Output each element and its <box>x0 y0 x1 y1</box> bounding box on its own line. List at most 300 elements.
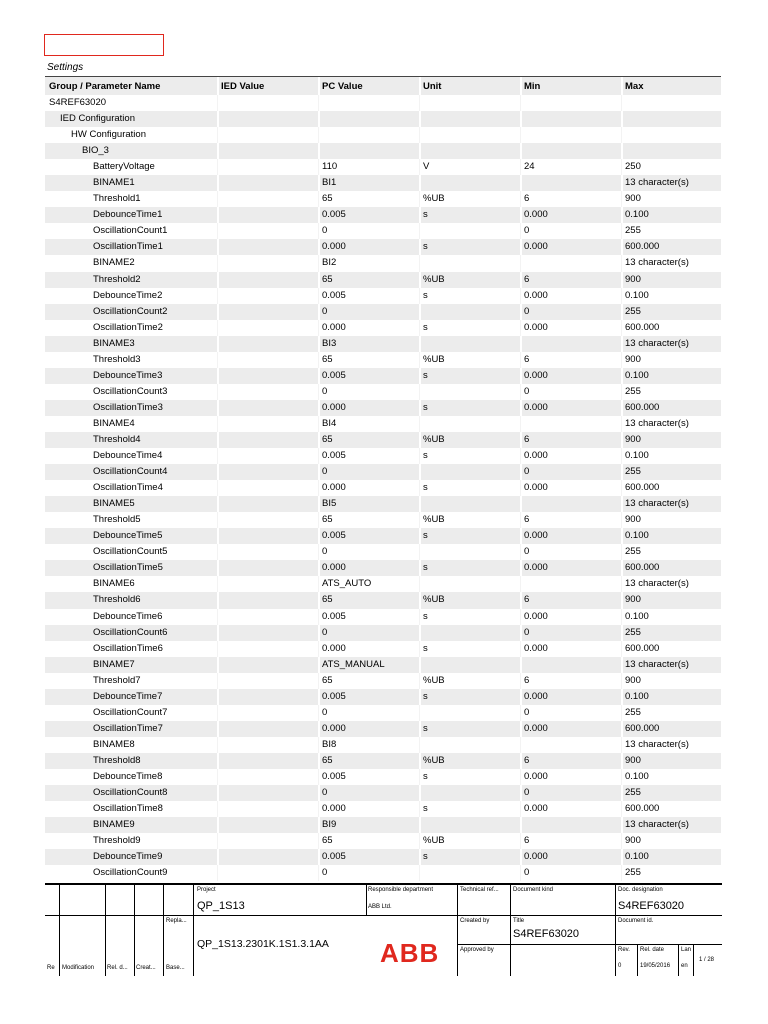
max-value: 13 character(s) <box>625 498 689 510</box>
pc-value: 65 <box>322 433 333 445</box>
col-header-pc: PC Value <box>322 81 363 92</box>
col-header-ied: IED Value <box>221 81 265 92</box>
param-name: Threshold8 <box>93 754 141 766</box>
max-value: 255 <box>625 466 641 478</box>
ied-value <box>221 416 317 432</box>
ied-value <box>221 801 317 817</box>
min-value: 6 <box>524 835 530 847</box>
pc-value <box>322 127 418 143</box>
bottom-label-modification: Modification <box>62 965 95 971</box>
min-value: 0 <box>524 787 530 799</box>
pc-value: 0 <box>322 225 328 237</box>
table-row <box>45 560 721 576</box>
min-value <box>524 576 620 592</box>
doc-kind-label: Document kind <box>513 887 554 893</box>
min-value <box>524 657 620 673</box>
min-value: 0.000 <box>524 241 548 253</box>
max-value: 600.000 <box>625 642 660 654</box>
table-row <box>45 576 721 592</box>
lang-label: Lan <box>681 947 692 953</box>
settings-table <box>45 76 721 881</box>
table-row <box>45 223 721 239</box>
unit-value: s <box>423 289 428 301</box>
min-value: 0.000 <box>524 289 548 301</box>
unit-value <box>423 416 519 432</box>
table-row <box>45 288 721 304</box>
bottom-label-based: Base... <box>166 965 185 971</box>
table-row <box>45 368 721 384</box>
ied-value <box>221 384 317 400</box>
unit-value <box>423 496 519 512</box>
table-row <box>45 641 721 657</box>
unit-value <box>423 737 519 753</box>
unit-value: %UB <box>423 193 445 205</box>
unit-value: s <box>423 401 428 413</box>
ied-value <box>221 769 317 785</box>
pc-value: 0.000 <box>322 482 346 494</box>
unit-value: s <box>423 562 428 574</box>
pc-value: 0.000 <box>322 401 346 413</box>
table-row <box>45 352 721 368</box>
max-value: 600.000 <box>625 241 660 253</box>
param-name: BINAME1 <box>93 177 135 189</box>
pc-value: 110 <box>322 161 338 173</box>
resp-dept-label: Responsible department <box>368 887 434 893</box>
pc-value <box>322 111 418 127</box>
param-name: DebounceTime3 <box>93 369 163 381</box>
table-row <box>45 833 721 849</box>
unit-value: s <box>423 770 428 782</box>
pc-value: 0 <box>322 867 328 879</box>
table-row <box>45 127 721 143</box>
unit-value: %UB <box>423 674 445 686</box>
unit-value: s <box>423 642 428 654</box>
table-row <box>45 496 721 512</box>
max-value <box>625 127 721 143</box>
ied-value <box>221 592 317 608</box>
unit-value: %UB <box>423 273 445 285</box>
ied-value <box>221 320 317 336</box>
ied-value <box>221 143 317 159</box>
max-value: 900 <box>625 835 641 847</box>
min-value: 0.000 <box>524 851 548 863</box>
max-value: 13 character(s) <box>625 658 689 670</box>
param-name: Threshold3 <box>93 353 141 365</box>
min-value: 0 <box>524 546 530 558</box>
bottom-label-re: Re <box>47 965 55 971</box>
pc-value: 0.005 <box>322 770 346 782</box>
pc-value: 0 <box>322 787 328 799</box>
min-value: 0 <box>524 466 530 478</box>
min-value <box>524 817 620 833</box>
max-value: 13 character(s) <box>625 819 689 831</box>
max-value: 0.100 <box>625 209 649 221</box>
ied-value <box>221 849 317 865</box>
min-value: 0 <box>524 706 530 718</box>
replaces-value: QP_1S13.2301K.1S1.3.1AA <box>197 938 329 950</box>
max-value: 13 character(s) <box>625 177 689 189</box>
unit-value: s <box>423 209 428 221</box>
ied-value <box>221 400 317 416</box>
min-value <box>524 127 620 143</box>
param-name: Threshold5 <box>93 514 141 526</box>
param-name: OscillationTime6 <box>93 642 163 654</box>
max-value: 13 character(s) <box>625 257 689 269</box>
param-name: OscillationTime5 <box>93 562 163 574</box>
approved-by-label: Approved by <box>460 947 494 953</box>
max-value: 600.000 <box>625 722 660 734</box>
max-value: 600.000 <box>625 401 660 413</box>
unit-value <box>423 95 519 111</box>
min-value: 0.000 <box>524 321 548 333</box>
table-row <box>45 689 721 705</box>
max-value: 255 <box>625 867 641 879</box>
max-value: 0.100 <box>625 610 649 622</box>
ied-value <box>221 721 317 737</box>
min-value: 0.000 <box>524 610 548 622</box>
max-value: 0.100 <box>625 851 649 863</box>
pc-value <box>322 143 418 159</box>
param-name: OscillationCount5 <box>93 546 168 558</box>
param-name: OscillationCount9 <box>93 867 168 879</box>
table-row <box>45 625 721 641</box>
min-value: 0.000 <box>524 209 548 221</box>
min-value: 0.000 <box>524 562 548 574</box>
pc-value: 0.005 <box>322 450 346 462</box>
abb-logo: ABB <box>380 938 440 968</box>
param-name: OscillationCount7 <box>93 706 168 718</box>
ied-value <box>221 560 317 576</box>
doc-id-label: Document id. <box>618 918 654 924</box>
param-name: DebounceTime2 <box>93 289 163 301</box>
min-value: 0 <box>524 385 530 397</box>
ied-value <box>221 865 317 881</box>
doc-designation-label: Doc. designation <box>618 887 663 893</box>
param-name: OscillationCount4 <box>93 466 168 478</box>
min-value: 0.000 <box>524 530 548 542</box>
param-name: BatteryVoltage <box>93 161 155 173</box>
unit-value: s <box>423 482 428 494</box>
pc-value: BI1 <box>322 177 337 189</box>
min-value: 6 <box>524 754 530 766</box>
param-name: OscillationTime4 <box>93 482 163 494</box>
min-value: 6 <box>524 433 530 445</box>
ied-value <box>221 175 317 191</box>
ied-value <box>221 496 317 512</box>
param-name: Threshold9 <box>93 835 141 847</box>
max-value: 13 character(s) <box>625 738 689 750</box>
param-name: OscillationTime2 <box>93 321 163 333</box>
min-value <box>524 416 620 432</box>
ied-value <box>221 223 317 239</box>
ied-value <box>221 288 317 304</box>
table-header <box>45 77 721 95</box>
max-value: 250 <box>625 161 641 173</box>
max-value <box>625 95 721 111</box>
ied-value <box>221 512 317 528</box>
ied-value <box>221 368 317 384</box>
max-value: 900 <box>625 594 641 606</box>
rel-date-value: 19/05/2016 <box>640 963 671 969</box>
min-value <box>524 336 620 352</box>
unit-value: V <box>423 161 430 173</box>
ied-value <box>221 272 317 288</box>
col-header-unit: Unit <box>423 81 442 92</box>
table-row <box>45 705 721 721</box>
min-value: 0 <box>524 626 530 638</box>
max-value: 255 <box>625 626 641 638</box>
pc-value: 65 <box>322 273 333 285</box>
table-row <box>45 95 721 111</box>
table-row <box>45 255 721 271</box>
title-label: Title <box>513 918 525 924</box>
pc-value: 0.005 <box>322 530 346 542</box>
pc-value: 0.000 <box>322 321 346 333</box>
ied-value <box>221 753 317 769</box>
table-row <box>45 673 721 689</box>
col-header-max: Max <box>625 81 644 92</box>
pc-value: BI4 <box>322 417 337 429</box>
pc-value: 65 <box>322 835 333 847</box>
pc-value: BI9 <box>322 819 337 831</box>
ied-value <box>221 817 317 833</box>
pc-value <box>322 95 418 111</box>
table-row <box>45 657 721 673</box>
ied-value <box>221 737 317 753</box>
max-value: 600.000 <box>625 562 660 574</box>
min-value: 6 <box>524 193 530 205</box>
max-value: 0.100 <box>625 530 649 542</box>
ied-value <box>221 127 317 143</box>
unit-value <box>423 865 519 881</box>
ied-value <box>221 448 317 464</box>
pc-value: 0 <box>322 385 328 397</box>
table-row <box>45 320 721 336</box>
pc-value: BI5 <box>322 498 337 510</box>
param-name: Threshold1 <box>93 193 141 205</box>
unit-value <box>423 817 519 833</box>
max-value <box>625 111 721 127</box>
table-row <box>45 769 721 785</box>
unit-value <box>423 223 519 239</box>
max-value: 0.100 <box>625 770 649 782</box>
pc-value: BI8 <box>322 738 337 750</box>
max-value: 255 <box>625 706 641 718</box>
param-name: BINAME6 <box>93 578 135 590</box>
unit-value: s <box>423 851 428 863</box>
min-value: 6 <box>524 674 530 686</box>
param-name: HW Configuration <box>71 129 146 141</box>
max-value: 13 character(s) <box>625 578 689 590</box>
unit-value: %UB <box>423 353 445 365</box>
table-row <box>45 817 721 833</box>
table-row <box>45 400 721 416</box>
table-row <box>45 528 721 544</box>
ied-value <box>221 673 317 689</box>
table-row <box>45 272 721 288</box>
param-name: S4REF63020 <box>49 97 107 108</box>
max-value: 600.000 <box>625 321 660 333</box>
min-value: 0 <box>524 305 530 317</box>
ied-value <box>221 641 317 657</box>
param-name: BINAME2 <box>93 257 135 269</box>
pc-value: BI2 <box>322 257 337 269</box>
max-value: 900 <box>625 353 641 365</box>
ied-value <box>221 432 317 448</box>
title-block <box>45 883 722 976</box>
ied-value <box>221 191 317 207</box>
table-row <box>45 159 721 175</box>
unit-value <box>423 336 519 352</box>
min-value: 0.000 <box>524 482 548 494</box>
param-name: BIO_3 <box>82 145 109 157</box>
ied-value <box>221 480 317 496</box>
unit-value <box>423 657 519 673</box>
ied-value <box>221 304 317 320</box>
param-name: BINAME4 <box>93 417 135 429</box>
table-row <box>45 512 721 528</box>
table-row <box>45 191 721 207</box>
unit-value: %UB <box>423 433 445 445</box>
ied-value <box>221 833 317 849</box>
table-body <box>45 95 721 881</box>
param-name: DebounceTime8 <box>93 770 163 782</box>
pc-value: 0.005 <box>322 851 346 863</box>
max-value: 255 <box>625 385 641 397</box>
ied-value <box>221 625 317 641</box>
table-row <box>45 609 721 625</box>
min-value <box>524 111 620 127</box>
table-row <box>45 753 721 769</box>
min-value: 0.000 <box>524 803 548 815</box>
min-value: 24 <box>524 161 535 173</box>
param-name: OscillationCount3 <box>93 385 168 397</box>
table-row <box>45 175 721 191</box>
ied-value <box>221 689 317 705</box>
param-name: BINAME7 <box>93 658 135 670</box>
unit-value: %UB <box>423 754 445 766</box>
table-row <box>45 849 721 865</box>
param-name: OscillationCount8 <box>93 787 168 799</box>
ied-value <box>221 159 317 175</box>
max-value: 0.100 <box>625 369 649 381</box>
min-value <box>524 496 620 512</box>
table-row <box>45 544 721 560</box>
unit-value <box>423 127 519 143</box>
max-value: 13 character(s) <box>625 337 689 349</box>
min-value: 0.000 <box>524 369 548 381</box>
min-value: 6 <box>524 353 530 365</box>
table-row <box>45 721 721 737</box>
ied-value <box>221 785 317 801</box>
unit-value: %UB <box>423 594 445 606</box>
table-row <box>45 801 721 817</box>
param-name: OscillationTime3 <box>93 401 163 413</box>
unit-value <box>423 785 519 801</box>
max-value: 0.100 <box>625 289 649 301</box>
pc-value: 65 <box>322 353 333 365</box>
table-row <box>45 416 721 432</box>
rev-label: Rev. <box>618 947 630 953</box>
unit-value: s <box>423 369 428 381</box>
ied-value <box>221 336 317 352</box>
table-row <box>45 785 721 801</box>
min-value: 0 <box>524 867 530 879</box>
table-row <box>45 384 721 400</box>
param-name: OscillationCount2 <box>93 305 168 317</box>
min-value: 0 <box>524 225 530 237</box>
min-value: 6 <box>524 514 530 526</box>
rel-date-label: Rel. date <box>640 947 665 953</box>
unit-value: s <box>423 530 428 542</box>
min-value <box>524 95 620 111</box>
tech-ref-label: Technical ref... <box>460 887 499 893</box>
ied-value <box>221 576 317 592</box>
param-name: BINAME3 <box>93 337 135 349</box>
pc-value: 65 <box>322 594 333 606</box>
pc-value: 0 <box>322 305 328 317</box>
ied-value <box>221 544 317 560</box>
ied-value <box>221 657 317 673</box>
replaces-label: Repla... <box>166 918 187 924</box>
pc-value: 0.000 <box>322 722 346 734</box>
unit-value: s <box>423 803 428 815</box>
param-name: OscillationTime7 <box>93 722 163 734</box>
unit-value: s <box>423 690 428 702</box>
ied-value <box>221 528 317 544</box>
unit-value <box>423 384 519 400</box>
table-row <box>45 304 721 320</box>
pc-value: ATS_MANUAL <box>322 658 385 670</box>
param-name: DebounceTime4 <box>93 450 163 462</box>
red-marker-box <box>44 34 164 56</box>
ied-value <box>221 609 317 625</box>
max-value: 900 <box>625 433 641 445</box>
param-name: DebounceTime7 <box>93 690 163 702</box>
pc-value: 0 <box>322 706 328 718</box>
pc-value: 0 <box>322 466 328 478</box>
max-value: 0.100 <box>625 690 649 702</box>
table-row <box>45 464 721 480</box>
min-value: 0.000 <box>524 770 548 782</box>
unit-value <box>423 304 519 320</box>
unit-value <box>423 464 519 480</box>
pc-value: 0.000 <box>322 562 346 574</box>
param-name: OscillationCount1 <box>93 225 168 237</box>
unit-value: s <box>423 722 428 734</box>
param-name: OscillationTime1 <box>93 241 163 253</box>
table-row <box>45 737 721 753</box>
table-row <box>45 143 721 159</box>
rev-value: 0 <box>618 963 622 969</box>
min-value: 6 <box>524 273 530 285</box>
pc-value: 65 <box>322 514 333 526</box>
table-row <box>45 592 721 608</box>
param-name: OscillationTime8 <box>93 803 163 815</box>
lang-value: en <box>681 963 688 969</box>
title-value: S4REF63020 <box>513 928 580 940</box>
pc-value: 0 <box>322 546 328 558</box>
project-label: Project <box>197 887 216 893</box>
table-row <box>45 111 721 127</box>
param-name: BINAME8 <box>93 738 135 750</box>
unit-value: %UB <box>423 514 445 526</box>
pc-value: BI3 <box>322 337 337 349</box>
pc-value: 0.005 <box>322 209 346 221</box>
max-value <box>625 143 721 159</box>
ied-value <box>221 239 317 255</box>
max-value: 255 <box>625 546 641 558</box>
